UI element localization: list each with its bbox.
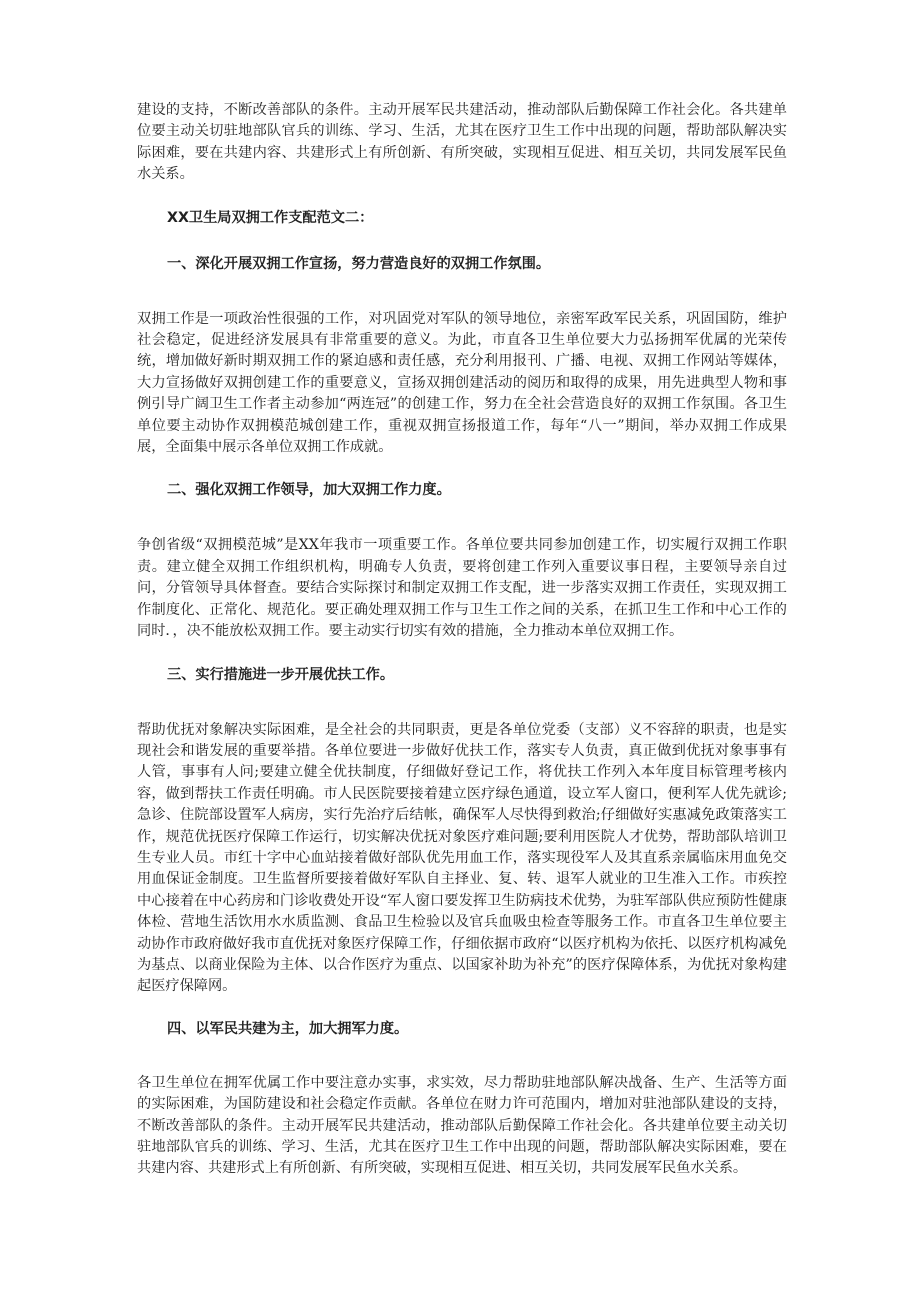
section-4-heading: 四、以军民共建为主，加大拥军力度。 (167, 1020, 409, 1037)
section-2-heading: 二、强化双拥工作领导，加大双拥工作力度。 (167, 482, 451, 499)
document-title: XX卫生局双拥工作支配范文二： (167, 209, 374, 226)
section-1-heading: 一、深化开展双拥工作宣扬，努力营造良好的双拥工作氛围。 (167, 255, 551, 272)
section-3-heading: 三、实行措施进一步开展优扶工作。 (167, 666, 395, 683)
paragraph-intro-continuation: 建设的支持，不断改善部队的条件。主动开展军民共建活动，推动部队后勤保障工作社会化。各共建单位要主动关切驻地部队官兵的训练、学习、生活，尤其在医疗卫生工作中出现的问题，帮助部队解决实际困难，要在共建内容、共建形式上有所创新、有所突破，实现相互促进、相互关切，共同发展军民鱼水关系。 (137, 102, 787, 183)
section-1-paragraph: 双拥工作是一项政治性很强的工作，对巩固党对军队的领导地位，亲密军政军民关系，巩固国防，维护社会稳定，促进经济发展具有非常重要的意义。为此，市直各卫生单位要大力弘扬拥军优属的光荣传统，增加做好新时期双拥工作的紧迫感和责任感，充分利用报刊、广播、电视、双拥工作网站等媒体，大力宣扬做好双拥创建工作的重要意义，宣扬双拥创建活动的阅历和取得的成果，用先进典型人物和事例引导广阔卫生工作者主动参加“两连冠”的创建工作，努力在全社会营造良好的双拥工作氛围。各卫生单位要主动协作双拥模范城创建工作，重视双拥宣扬报道工作，每年“八一”期间，举办双拥工作成果展，全面集中展示各单位双拥工作成就。 (137, 310, 787, 456)
section-3-paragraph: 帮助优抚对象解决实际困难，是全社会的共同职责，更是各单位党委（支部）义不容辞的职责，也是实现社会和谐发展的重要举措。各单位要进一步做好优扶工作，落实专人负责，真正做到优抚对象事事有人管，事事有人问;要建立健全优扶制度，仔细做好登记工作，将优扶工作列入本年度目标管理考核内容，做到帮扶工作责任明确。市人民医院要接着建立医疗绿色通道，设立军人窗口，便利军人优先就诊;急诊、住院部设置军人病房，实行先治疗后结帐，确保军人尽快得到救治;仔细做好实惠减免政策落实工作，规范优抚医疗保障工作运行，切实解决优抚对象医疗难问题;要利用医院人才优势，帮助部队培训卫生专业人员。市红十字中心血站接着做好部队优先用血工作，落实现役军人及其直系亲属临床用血免交用血保证金制度。卫生监督所要接着做好军队自主择业、复、转、退军人就业的卫生准入工作。市疾控中心接着在中心药房和门诊收费处开设“军人窗口要发挥卫生防病技术优势，为驻军部队供应预防性健康体检、营地生活饮用水水质监测、食品卫生检验以及官兵血吸虫检查等服务工作。市直各卫生单位要主动协作市政府做好我市直优抚对象医疗保障工作，仔细依据市政府“以医疗机构为依托、以医疗机构减免为基点、以商业保险为主体、以合作医疗为重点、以国家补助为补充”的医疗保障体系，为优抚对象构建起医疗保障网。 (137, 721, 787, 995)
section-2-paragraph: 争创省级“双拥模范城”是XX年我市一项重要工作。各单位要共同参加创建工作，切实履行双拥工作职责。建立健全双拥工作组织机构，明确专人负责，要将创建工作列入重要议事日程，主要领导亲自过问，分管领导具体督查。要结合实际探讨和制定双拥工作支配，进一步落实双拥工作责任，实现双拥工作制度化、正常化、规范化。要正确处理双拥工作与卫生工作之间的关系，在抓卫生工作和中心工作的同时．，决不能放松双拥工作。要主动实行切实有效的措施，全力推动本单位双拥工作。 (137, 537, 787, 640)
section-4-paragraph: 各卫生单位在拥军优属工作中要注意办实事，求实效，尽力帮助驻地部队解决战备、生产、生活等方面的实际困难，为国防建设和社会稳定作贡献。各单位在财力许可范围内，增加对驻池部队建设的支持，不断改善部队的条件。主动开展军民共建活动，推动部队后勤保障工作社会化。各共建单位要主动关切驻地部队官兵的训练、学习、生活，尤其在医疗卫生工作中出现的问题，帮助部队解决实际困难，要在共建内容、共建形式上有所创新、有所突破，实现相互促进、相互关切，共同发展军民鱼水关系。 (137, 1074, 787, 1177)
document-page (137, 100, 787, 1180)
